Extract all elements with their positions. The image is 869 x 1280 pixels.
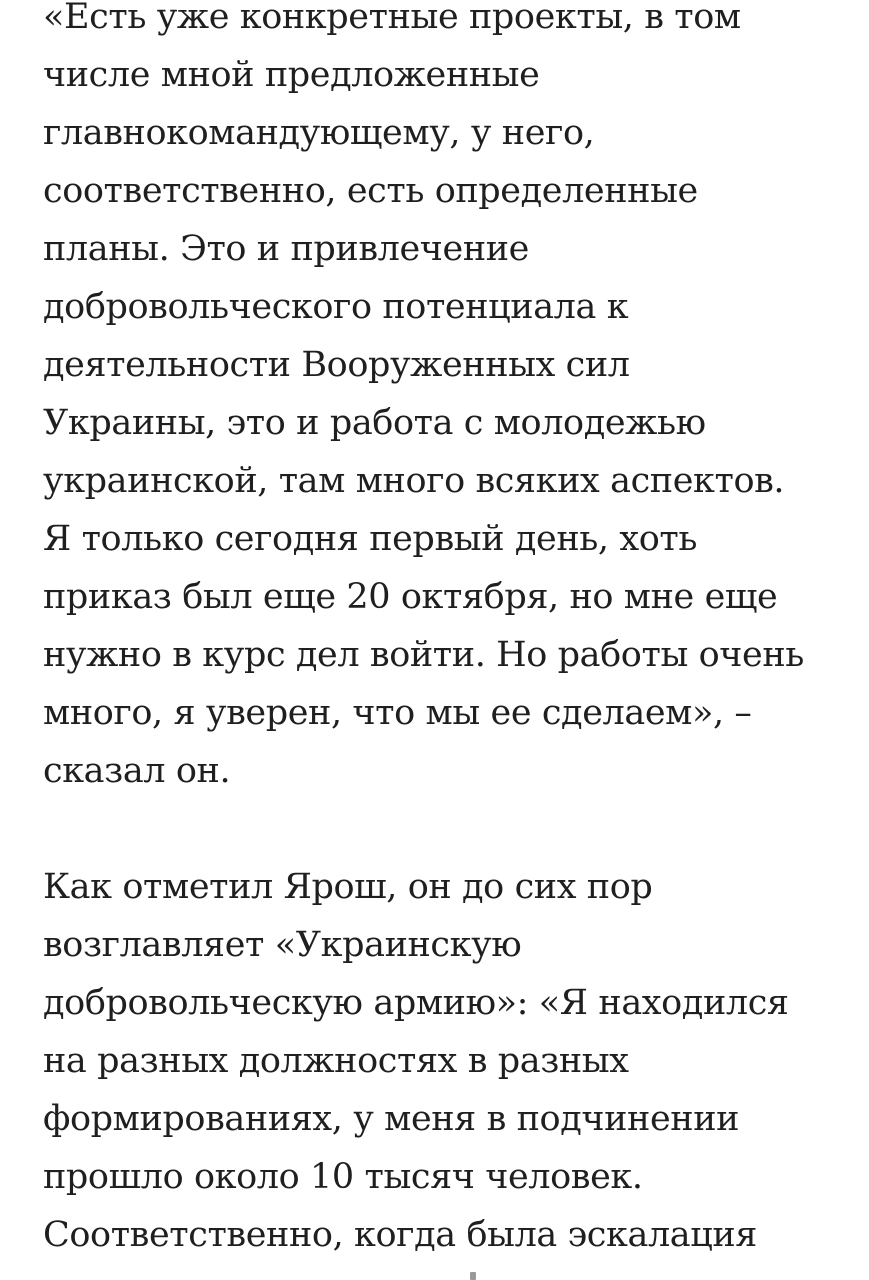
text-line: деятельности Вооруженных сил <box>43 345 630 385</box>
text-line: нужно в курс дел войти. Но работы очень <box>43 635 804 675</box>
text-line: Я только сегодня первый день, хоть <box>43 519 697 559</box>
text-line: планы. Это и привлечение <box>43 229 529 269</box>
text-line: числе мной предложенные <box>43 55 540 95</box>
text-line: главнокомандующему, у него, <box>43 113 595 153</box>
text-line: соответственно, есть определенные <box>43 171 698 211</box>
paragraph-quote <box>43 0 843 809</box>
text-line: добровольческую армию»: «Я находился <box>43 983 789 1023</box>
article-body <box>43 0 843 1273</box>
text-line: приказ был еще 20 октября, но мне еще <box>43 577 778 617</box>
text-line: на разных должностях в разных <box>43 1041 629 1081</box>
paragraph-yarosh <box>43 867 843 1273</box>
text-line: возглавляет «Украинскую <box>43 925 522 965</box>
text-line: формированиях, у меня в подчинении <box>43 1099 740 1139</box>
text-line: добровольческого потенциала к <box>43 287 629 327</box>
text-line: украинской, там много всяких аспектов. <box>43 461 785 501</box>
text-line: Как отметил Ярош, он до сих пор <box>43 867 653 907</box>
text-line: много, я уверен, что мы ее сделаем», – <box>43 693 752 733</box>
text-line: Украины, это и работа с молодежью <box>43 403 706 443</box>
text-line: Соответственно, когда была эскалация <box>43 1215 757 1255</box>
text-line: «Есть уже конкретные проекты, в том <box>43 0 741 37</box>
text-line: сказал он. <box>43 751 231 791</box>
cut-off-glyph <box>470 1272 476 1280</box>
text-line: прошло около 10 тысяч человек. <box>43 1157 643 1197</box>
